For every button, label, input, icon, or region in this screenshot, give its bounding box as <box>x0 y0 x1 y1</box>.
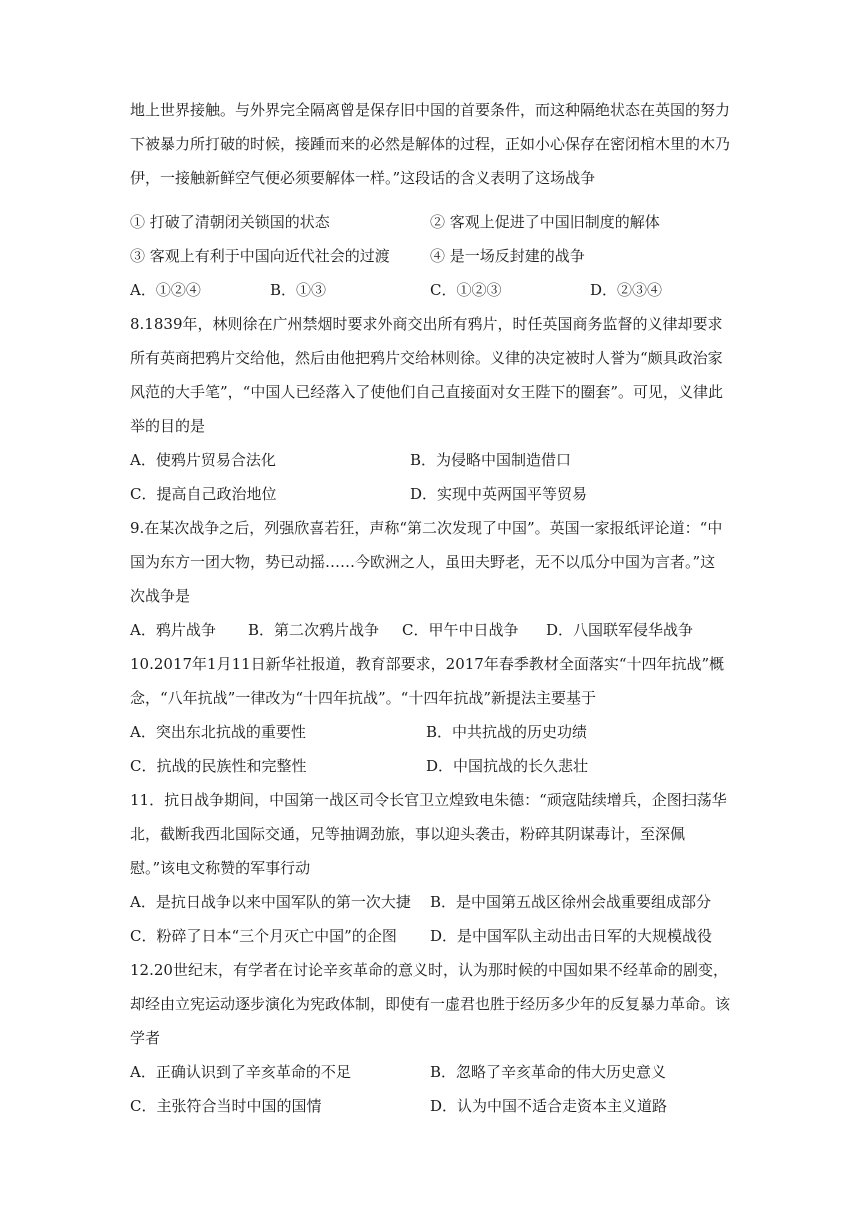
statement-4: ④ 是一场反封建的战争 <box>430 247 585 265</box>
option-d[interactable]: D．认为中国不适合走资本主义道路 <box>430 1097 668 1115</box>
option-a[interactable]: A．①②④ <box>130 281 201 299</box>
statement-2: ② 客观上促进了中国旧制度的解体 <box>430 213 660 231</box>
option-c[interactable]: C．甲午中日战争 <box>402 621 519 639</box>
question-10-options-row-1 <box>130 715 730 749</box>
option-d[interactable]: D．实现中英两国平等贸易 <box>410 485 588 503</box>
option-c[interactable]: C．①②③ <box>430 281 502 299</box>
question-12-stem: 12.20世纪末，有学者在讨论辛亥革命的意义时，认为那时候的中国如果不经革命的剧变，却经由立宪运动逐步演化为宪政体制，即使有一虚君也胜于经历多少年的反复暴力革命。该学者 <box>130 961 731 1047</box>
question-11-stem: 11．抗日战争期间，中国第一战区司令长官卫立煌致电朱德：“顽寇陆续增兵，企图扫荡华北，截断我西北国际交通，兄等抽调劲旅，事以迎头袭击，粉碎其阴谋毒计，至深佩慰。”该电文称赞的军事行动 <box>130 791 727 877</box>
option-b[interactable]: B．①③ <box>270 281 327 299</box>
option-a[interactable]: A．是抗日战争以来中国军队的第一次大捷 <box>130 893 411 911</box>
question-7-stem: 地上世界接触。与外界完全隔离曾是保存旧中国的首要条件，而这种隔绝状态在英国的努力下被暴力所打破的时候，接踵而来的必然是解体的过程，正如小心保存在密闭棺木里的木乃伊，一接触新鲜空气便必须要解体一样。”这段话的含义表明了这场战争 <box>130 101 731 187</box>
option-c[interactable]: C．粉碎了日本“三个月灭亡中国”的企图 <box>130 927 397 945</box>
option-b[interactable]: B．忽略了辛亥革命的伟大历史意义 <box>430 1063 667 1081</box>
question-10-stem: 10.2017年1月11日新华社报道，教育部要求，2017年春季教材全面落实“十四年抗战”概念，“八年抗战”一律改为“十四年抗战”。“十四年抗战”新提法主要基于 <box>130 655 725 707</box>
question-12-options-row-1 <box>130 1055 730 1089</box>
option-c[interactable]: C．主张符合当时中国的国情 <box>130 1097 322 1115</box>
question-8-stem: 8.1839年，林则徐在广州禁烟时要求外商交出所有鸦片，时任英国商务监督的义律却要求所有英商把鸦片交给他，然后由他把鸦片交给林则徐。义律的决定被时人誉为“颇具政治家风范的大手笔”，“中国人已经落入了使他们自己直接面对女王陛下的圈套”。可见，义律此举的目的是 <box>130 315 724 435</box>
option-c[interactable]: C．抗战的民族性和完整性 <box>130 757 307 775</box>
question-11-options-row-2 <box>130 919 730 953</box>
question-7-statements-row-1 <box>130 205 730 239</box>
question-7-options <box>130 273 730 307</box>
option-a[interactable]: A．使鸦片贸易合法化 <box>130 451 276 469</box>
option-a[interactable]: A．鸦片战争 <box>130 621 216 639</box>
option-d[interactable]: D．八国联军侵华战争 <box>546 621 694 639</box>
question-12-options-row-2 <box>130 1089 730 1123</box>
question-9-options <box>130 613 730 647</box>
question-8-options-row-2 <box>130 477 730 511</box>
question-10-options-row-2 <box>130 749 730 783</box>
question-8-options-row-1 <box>130 443 730 477</box>
option-a[interactable]: A．正确认识到了辛亥革命的不足 <box>130 1063 351 1081</box>
statement-3: ③ 客观上有利于中国向近代社会的过渡 <box>130 247 390 265</box>
question-11-options-row-1 <box>130 885 730 919</box>
question-7-statements-row-2 <box>130 239 730 273</box>
option-b[interactable]: B．中共抗战的历史功绩 <box>426 723 588 741</box>
statement-1: ① 打破了清朝闭关锁国的状态 <box>130 213 330 231</box>
option-d[interactable]: D．②③④ <box>590 281 663 299</box>
option-a[interactable]: A．突出东北抗战的重要性 <box>130 723 306 741</box>
question-9-stem: 9.在某次战争之后，列强欣喜若狂，声称“第二次发现了中国”。英国一家报纸评论道：“中国为东方一团大物，势已动摇……今欧洲之人，虽田夫野老，无不以瓜分中国为言者。”这次战争是 <box>130 519 723 605</box>
option-d[interactable]: D．是中国军队主动出击日军的大规模战役 <box>430 927 713 945</box>
option-d[interactable]: D．中国抗战的长久悲壮 <box>426 757 589 775</box>
option-b[interactable]: B．第二次鸦片战争 <box>248 621 380 639</box>
option-b[interactable]: B．为侵略中国制造借口 <box>410 451 572 469</box>
option-b[interactable]: B．是中国第五战区徐州会战重要组成部分 <box>430 893 712 911</box>
option-c[interactable]: C．提高自己政治地位 <box>130 485 277 503</box>
